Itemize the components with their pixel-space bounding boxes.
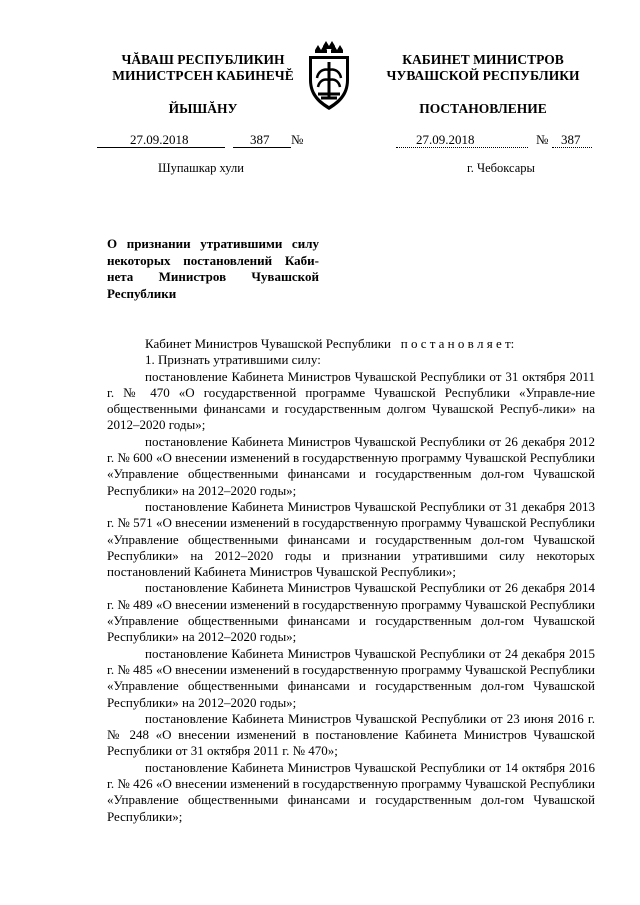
header-left-org [92, 52, 314, 84]
paragraph-6: постановление Кабинета Министров Чувашской Республики от 23 июня 2016 г. № 248 «О внесении изменений в постановление Кабинета Министров Чувашской Республики от 31 октября 2011 г. № 470»; [107, 710, 595, 759]
item-1: 1. Признать утратившими силу: [145, 352, 321, 368]
paragraph-1: постановление Кабинета Министров Чувашской Республики от 31 октября 2011 г. № 470 «О государственной программе Чувашской Республики «Управле-ние общественными финансами и государственным долгом Чувашской Респуб-лики» на 2012–2020 годы»; [107, 368, 595, 433]
header-right-org [372, 52, 594, 84]
title-line4: Республики [107, 285, 177, 301]
number-right-underline [552, 147, 592, 148]
header-left-line1: ЧĂВАШ РЕСПУБЛИКИН [121, 52, 285, 67]
chuvash-emblem-icon [301, 40, 357, 112]
date-left: 27.09.2018 [130, 132, 189, 147]
paragraph-7: постановление Кабинета Министров Чувашской Республики от 14 октября 2016 г. № 426 «О внесении изменений в государственную программу Чувашской Республики «Управление общественными финансами и государственным дол-гом Чувашской Республики»; [107, 759, 595, 824]
paragraph-5: постановление Кабинета Министров Чувашской Республики от 24 декабря 2015 г. № 485 «О внесении изменений в государственную программу Чувашской Республики «Управление общественными финансами и государственным дол-гом Чувашской Республики» на 2012–2020 годы»; [107, 645, 595, 710]
number-left: 387 [250, 132, 270, 147]
paragraph-2: постановление Кабинета Министров Чувашской Республики от 26 декабря 2012 г. № 600 «О внесении изменений в государственную программу Чувашской Республики «Управление общественными финансами и государственным дол-гом Чувашской Республики» на 2012–2020 годы»; [107, 433, 595, 498]
intro-spaced: п о с т а н о в л я е т: [400, 336, 515, 351]
document-body [107, 336, 595, 825]
number-sign-right: № [536, 132, 549, 147]
city-left: Шупашкар хули [158, 161, 244, 175]
number-left-underline [233, 147, 291, 148]
date-right: 27.09.2018 [416, 132, 475, 147]
intro-text: Кабинет Министров Чувашской Республики [145, 336, 391, 351]
header-right-doc-type: ПОСТАНОВЛЕНИЕ [419, 101, 547, 116]
city-right: г. Чебоксары [467, 161, 535, 175]
number-sign-left: № [291, 132, 304, 147]
intro-paragraph [107, 336, 595, 352]
title-line2: некоторых постановлений Каби- [107, 252, 319, 268]
number-right: 387 [561, 132, 581, 147]
date-left-underline [97, 147, 225, 148]
paragraph-3: постановление Кабинета Министров Чувашской Республики от 31 декабря 2013 г. № 571 «О внесении изменений в государственную программу Чувашской Республики «Управление общественными финансами и государственным дол-гом Чувашской Республики» на 2012–2020 годы и признании утратившими силу некоторых постановлений Кабинета Министров Чувашской Республики»; [107, 498, 595, 580]
header-left-doc-type: ЙЫШĂНУ [168, 101, 238, 116]
title-line3: нета Министров Чувашской [107, 269, 319, 284]
header-right-line1: КАБИНЕТ МИНИСТРОВ [402, 52, 564, 67]
header-right-line2: ЧУВАШСКОЙ РЕСПУБЛИКИ [386, 68, 580, 83]
date-right-underline [396, 147, 528, 148]
paragraph-4: постановление Кабинета Министров Чувашской Республики от 26 декабря 2014 г. № 489 «О внесении изменений в государственную программу Чувашской Республики «Управление общественными финансами и государственным дол-гом Чувашской Республики» на 2012–2020 годы»; [107, 580, 595, 645]
document-title [107, 236, 319, 302]
title-line1: О признании утратившими силу [107, 236, 319, 251]
header-left-line2: МИНИСТРСЕН КАБИНЕЧĔ [112, 68, 294, 83]
